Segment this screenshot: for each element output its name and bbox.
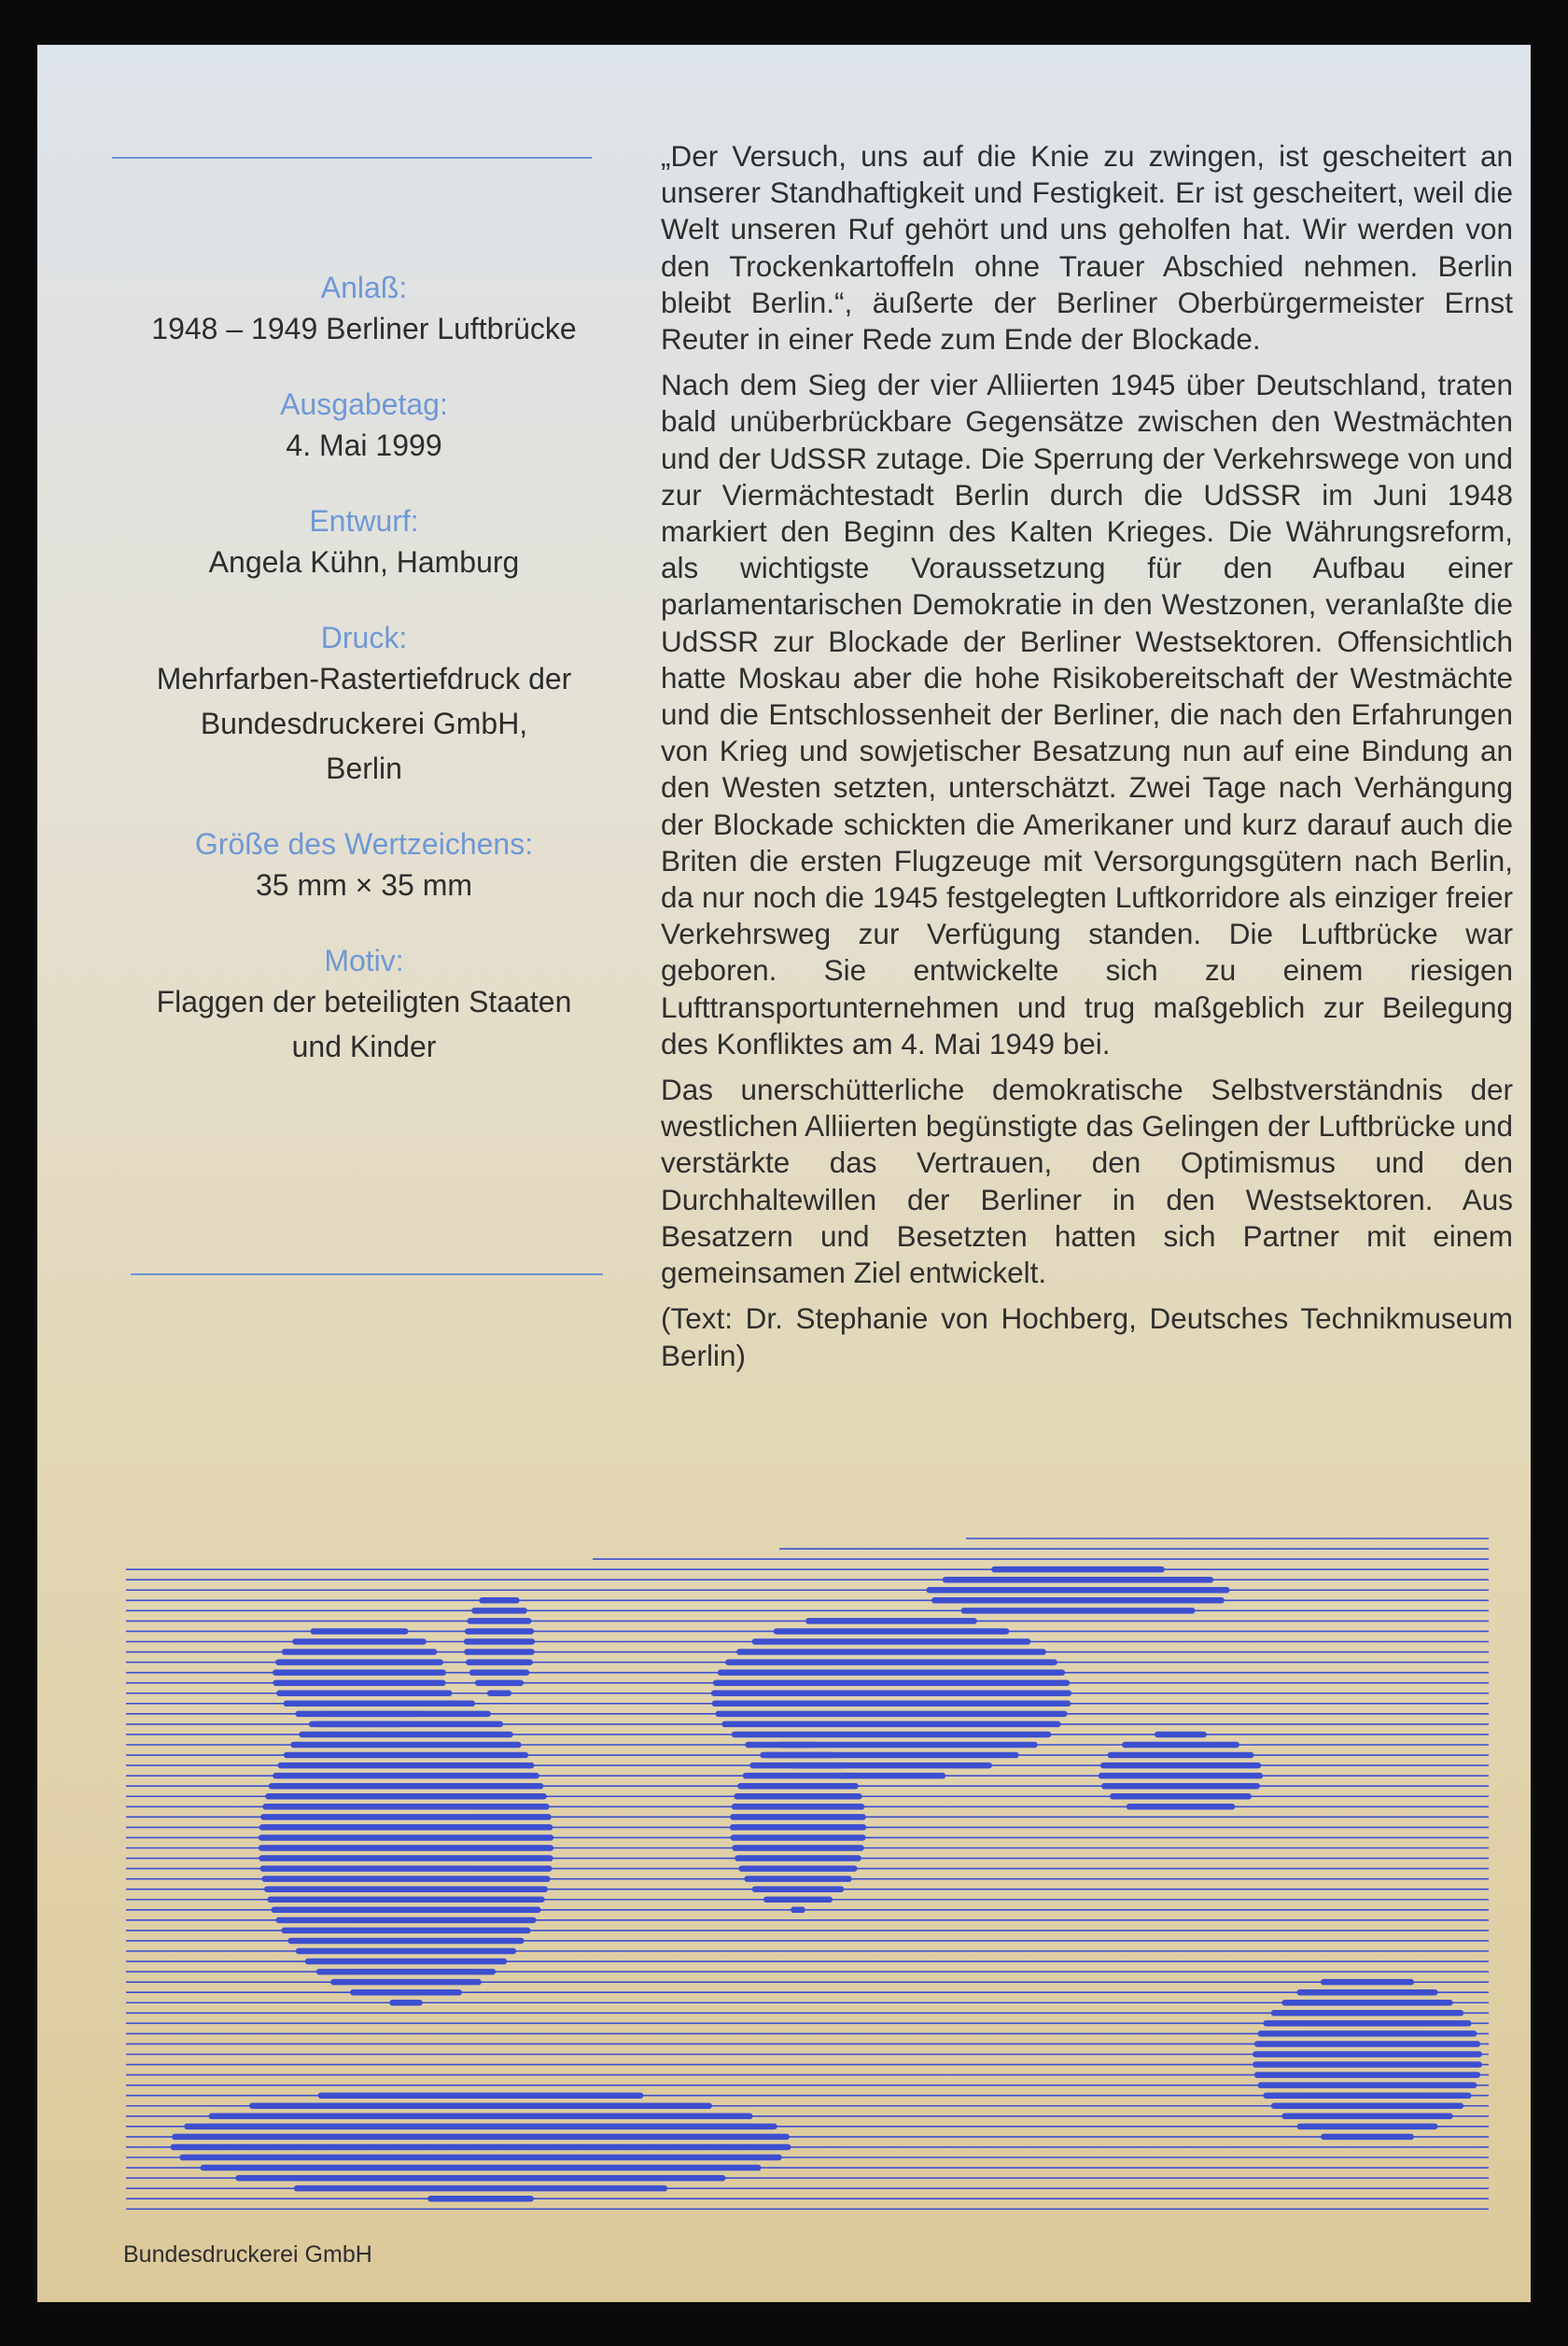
- detail-label: Entwurf:: [309, 504, 419, 538]
- detail-design: [121, 502, 607, 584]
- detail-value: Mehrfarben-Rastertiefdruck der Bundesdruckerei GmbH, Berlin: [156, 662, 572, 785]
- detail-size: [121, 825, 607, 907]
- top-left-divider: [112, 157, 592, 159]
- bottom-left-divider: [131, 1273, 603, 1275]
- detail-label: Größe des Wertzeichens:: [194, 827, 534, 861]
- detail-motif: [121, 942, 607, 1069]
- detail-print: [121, 619, 607, 791]
- detail-value: 35 mm × 35 mm: [255, 868, 473, 902]
- line-engraving-illustration: [126, 1537, 1489, 2227]
- article-paragraph: Nach dem Sieg der vier Alliierten 1945 über Deutschland, traten bald unüberbrückbare Gegensätze zwischen den Westmächten und der UdSSR zutage. Die Sperrung der Verkehrswege von und zur Viermächtestadt Berlin durch die UdSSR im Juni 1948 markiert den Beginn des Kalten Krieges. Die Währungsreform, als wichtigste Voraussetzung für den Aufbau einer parlamentarischen Demokratie in den Westzonen, veranlaßte die UdSSR zur Blockade der Berliner Westsektoren. Offensichtlich hatte Moskau aber die hohe Risikobereitschaft der Westmächte und die Entschlossenheit der Berliner, die nach den Erfahrungen von Krieg und sowjetischer Besatzung nun auf eine Bindung an den Westen setzten, unterschätzt. Zwei Tage nach Verhängung der Blockade schickten die Amerikaner und kurz darauf auch die Briten die ersten Flugzeuge mit Versorgungsgütern nach Berlin, da nur noch die 1945 festgelegten Luftkorridore als einziger freier Verkehrsweg zur Verfügung standen. Die Luftbrücke war geboren. Sie entwickelte sich zu einem riesigen Lufttransportunternehmen und trug maßgeblich zur Beilegung des Konfliktes am 4. Mai 1949 bei.: [661, 368, 1513, 1061]
- detail-occasion: [121, 269, 607, 351]
- detail-label: Motiv:: [324, 944, 404, 977]
- detail-value: Angela Kühn, Hamburg: [208, 545, 520, 579]
- detail-value: 1948 – 1949 Berliner Luftbrücke: [151, 312, 577, 345]
- info-sheet: [37, 45, 1531, 2302]
- detail-label: Ausgabetag:: [280, 387, 448, 421]
- detail-issue-date: [121, 386, 607, 468]
- printer-imprint: Bundesdruckerei GmbH: [123, 2241, 372, 2268]
- article-paragraph: Das unerschütterliche demokratische Selbstverständnis der westlichen Alliierten begünstigte das Gelingen der Luftbrücke und verstärkte das Vertrauen, den Optimismus und den Durchhaltewillen der Berliner in den Westsektoren. Aus Besatzern und Besetzten hatten sich Partner mit einem gemeinsamen Ziel entwickelt.: [661, 1073, 1513, 1290]
- article-text: [661, 138, 1513, 1384]
- detail-label: Druck:: [320, 621, 408, 654]
- article-source: (Text: Dr. Stephanie von Hochberg, Deutsches Technikmuseum Berlin): [661, 1301, 1513, 1372]
- detail-value: 4. Mai 1999: [286, 428, 442, 462]
- stamp-details: [121, 269, 607, 1103]
- detail-value: Flaggen der beteiligten Staaten und Kinder: [156, 985, 572, 1063]
- article-paragraph: „Der Versuch, uns auf die Knie zu zwingen, ist gescheitert an unserer Standhaftigkeit und Festigkeit. Er ist gescheitert, weil die Welt unseren Ruf gehört und uns geholfen hat. Wir werden von den Trockenkartoffeln ohne Trauer Abschied nehmen. Berlin bleibt Berlin.“, äußerte der Berliner Oberbürgermeister Ernst Reuter in einer Rede zum Ende der Blockade.: [661, 139, 1513, 357]
- detail-label: Anlaß:: [320, 271, 408, 304]
